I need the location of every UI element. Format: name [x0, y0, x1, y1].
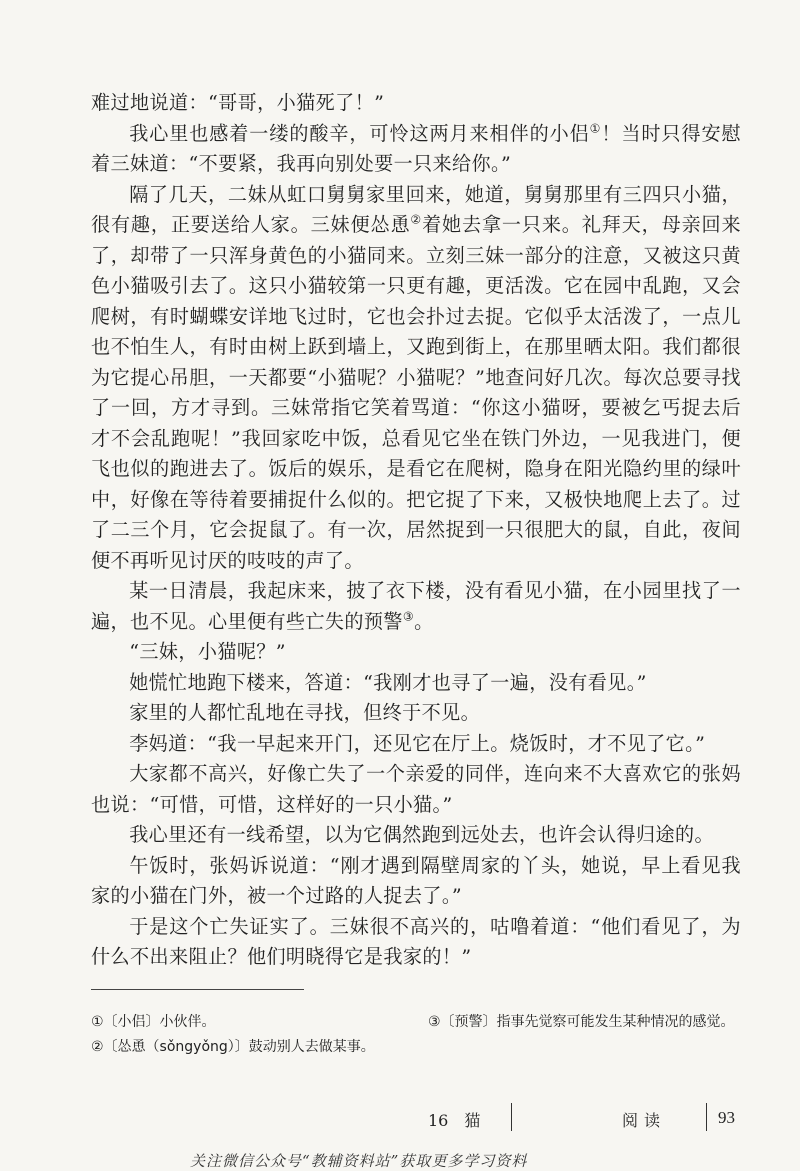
footnote-3: ③〔预警〕指事先觉察可能发生某种情况的感觉。	[428, 1014, 735, 1030]
footer-section: 阅读	[622, 1111, 667, 1130]
paragraph-7: 家里的人都忙乱地在寻找，但终于不见。	[129, 701, 481, 724]
paragraph-3: 隔了几天，二妹从虹口舅舅家里回来，她道，舅舅那里有三四只小猫，很有趣，正要送给人家。三妹便怂恿②着她去拿一只来。礼拜天，母亲回来了，却带了一只浑身黄色的小猫同来。立刻三妹一部分的注意，又被这只黄色小猫吸引去了。这只小猫较第一只更有趣，更活泼。它在园中乱跑，又会爬树，有时蝴蝶安详地飞过时，它也会扑过去捉。它似乎太活泼了，一点儿也不怕生人，有时由树上跃到墙上，又跑到街上，在那里晒太阳。我们都很为它提心吊胆，一天都要“小猫呢？小猫呢？”地查问好几次。每次总要寻找了一回，方才寻到。三妹常指它笑着骂道：“你这小猫呀，要被乞丐捉去后才不会乱跑呢！”我回家吃中饭，总看见它坐在铁门外边，一见我进门，便飞也似的跑进去了。饭后的娱乐，是看它在爬树，隐身在阳光隐约里的绿叶中，好像在等待着要捕捉什么似的。把它捉了下来，又极快地爬上去了。过了二三个月，它会捉鼠了。有一次，居然捉到一只很肥大的鼠，自此，夜间便不再听见讨厌的吱吱的声了。	[91, 182, 742, 572]
footnote-divider	[91, 989, 304, 990]
paragraph-5: “三妹，小猫呢？”	[129, 640, 286, 663]
footnote-ref-2: ②	[410, 212, 423, 227]
footnote-ref-1: ①	[589, 121, 602, 136]
body-text	[91, 88, 741, 973]
paragraph-11: 午饭时，张妈诉说道：“刚才遇到隔壁周家的丫头，她说，早上看见我家的小猫在门外，被一个过路的人捉去了。”	[91, 853, 741, 907]
paragraph-1: 难过地说道：“哥哥，小猫死了！”	[91, 91, 385, 114]
paragraph-2: 我心里也感着一缕的酸辛，可怜这两月来相伴的小侣①！当时只得安慰着三妹道：“不要紧，我再向别处要一只来给你。”	[91, 121, 741, 175]
paragraph-12: 于是这个亡失证实了。三妹很不高兴的，咕噜着道：“他们看见了，为什么不出来阻止？他们明晓得它是我家的！”	[91, 914, 741, 968]
paragraph-8: 李妈道：“我一早起来开门，还见它在厅上。烧饭时，才不见了它。”	[129, 731, 706, 755]
paragraph-4: 某一日清晨，我起床来，披了衣下楼，没有看见小猫，在小园里找了一遍，也不见。心里便有些亡失的预警③。	[91, 579, 741, 633]
watermark: 关注微信公众号“教辅资料站”获取更多学习资料	[190, 1152, 528, 1170]
paragraph-9: 大家都不高兴，好像亡失了一个亲爱的同伴，连向来不大喜欢它的张妈也说：“可惜，可惜，这样好的一只小猫。”	[91, 762, 741, 816]
paragraph-10: 我心里还有一线希望，以为它偶然跑到远处去，也许会认得归途的。	[129, 823, 714, 846]
footer-divider-1	[511, 1103, 512, 1131]
footnote-ref-3: ③	[402, 609, 415, 624]
footer-divider-2	[706, 1103, 707, 1131]
page-number: 93	[718, 1108, 735, 1127]
footnote-1: ①〔小侣〕小伙伴。	[91, 1014, 216, 1030]
paragraph-6: 她慌忙地跑下楼来，答道：“我刚才也寻了一遍，没有看见。”	[129, 670, 647, 694]
footer-chapter: 16 猫	[428, 1111, 481, 1130]
footnote-2: ②〔怂恿（sǒngyǒng）〕鼓动别人去做某事。	[91, 1039, 375, 1055]
